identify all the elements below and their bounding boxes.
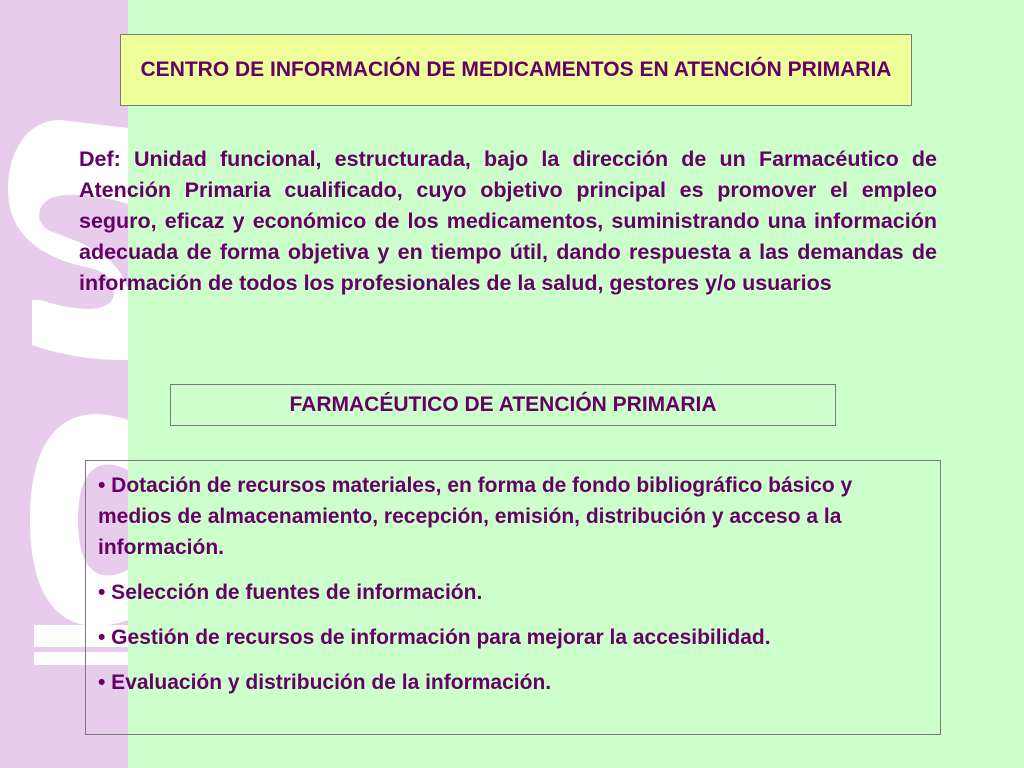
list-item: • Evaluación y distribución de la información. bbox=[98, 671, 552, 694]
title-box bbox=[120, 34, 912, 106]
page-title: CENTRO DE INFORMACIÓN DE MEDICAMENTOS EN ATENCIÓN PRIMARIA bbox=[140, 58, 892, 81]
list-item: • Gestión de recursos de información para mejorar la accesibilidad. bbox=[98, 626, 771, 649]
responsibilities-list bbox=[85, 460, 941, 735]
list-item: • Selección de fuentes de información. bbox=[98, 581, 483, 604]
section-title: FARMACÉUTICO DE ATENCIÓN PRIMARIA bbox=[289, 393, 717, 416]
subtitle-box bbox=[170, 384, 836, 426]
definition-paragraph: Def: Unidad funcional, estructurada, bajo la dirección de un Farmacéutico de Atención Primaria cualificado, cuyo objetivo principal es promover el empleo seguro, eficaz y económico de los medicamentos, suministrando una información adecuada de forma objetiva y en tiempo útil, dando respuesta a las demandas de información de todos los profesionales de la salud, gestores y/o usuarios bbox=[79, 147, 937, 295]
list-item: • Dotación de recursos materiales, en forma de fondo bibliográfico básico y medios de almacenamiento, recepción, emisión, distribución y acceso a la información. bbox=[98, 474, 853, 559]
